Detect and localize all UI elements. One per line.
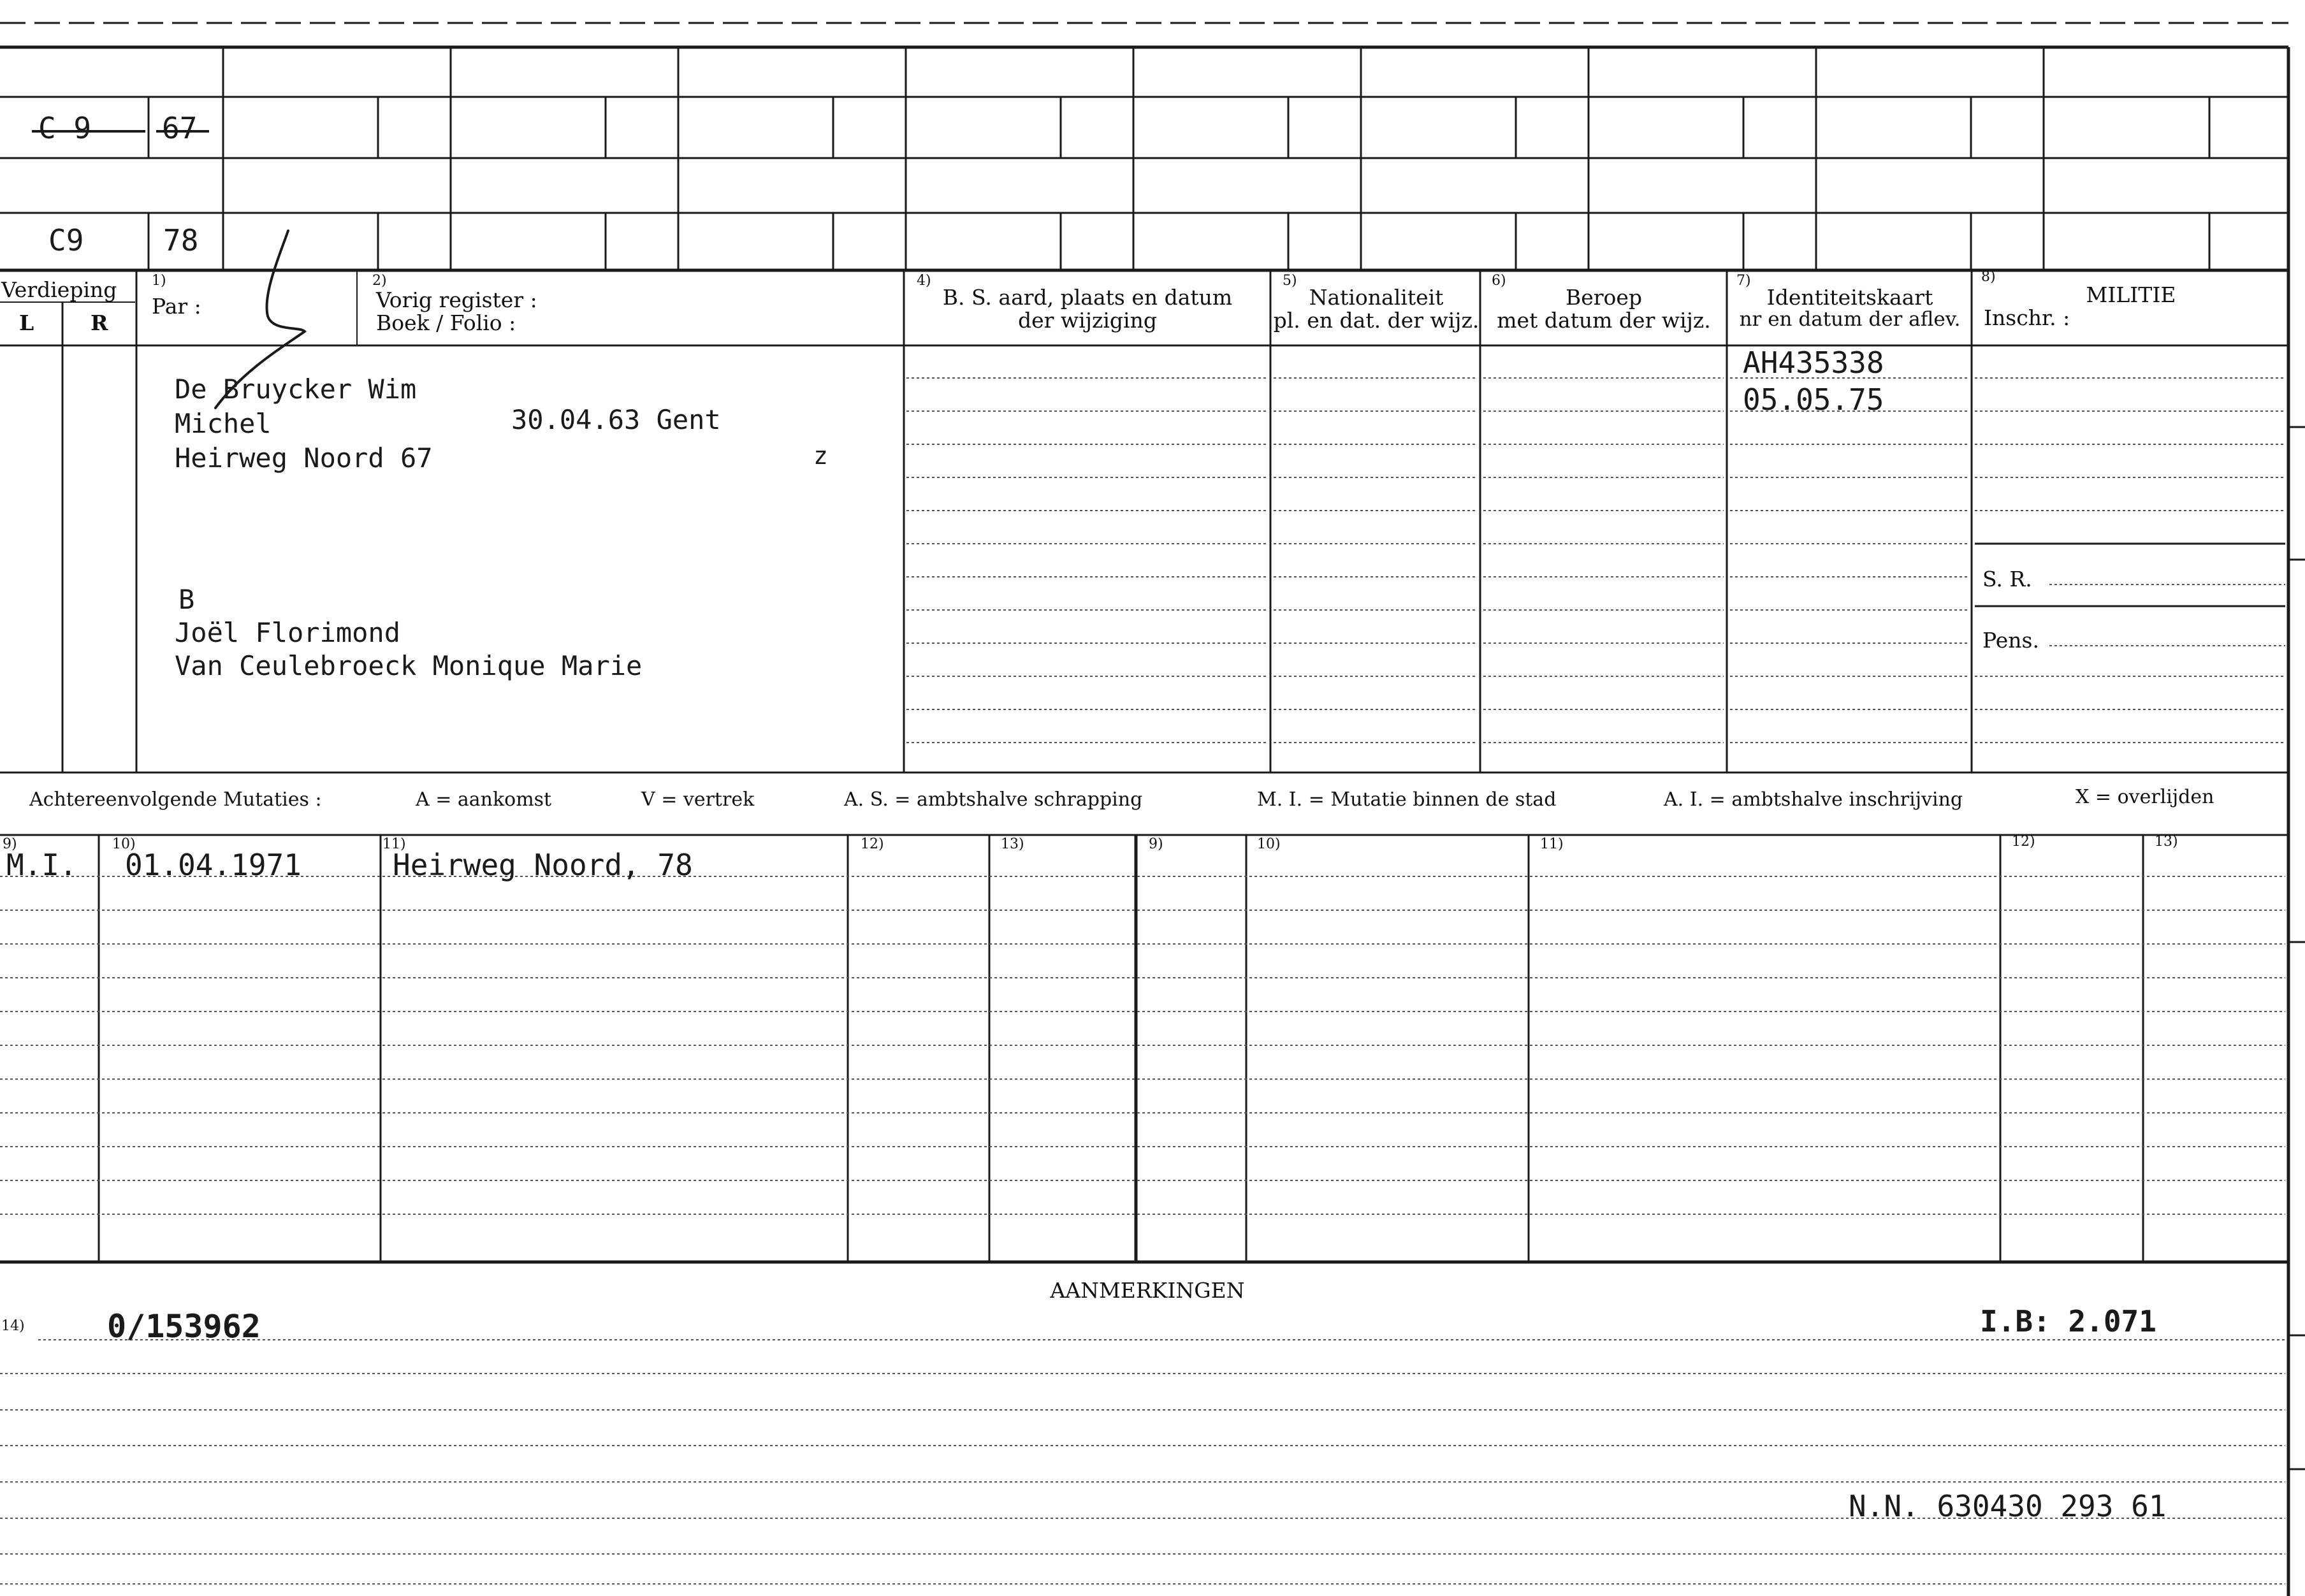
mutation-type: M.I. (6, 848, 77, 882)
parent-initial: B (178, 584, 195, 615)
mut-col-num-10b: 10) (1257, 836, 1281, 852)
col-num-1: 1) (152, 273, 166, 289)
mut-col-num-11: 11) (382, 836, 406, 852)
legend-title: Achtereenvolgende Mutaties : (29, 788, 322, 811)
father-name: Joël Florimond (175, 617, 401, 648)
nationaliteit-header: Nationaliteit (1309, 285, 1444, 310)
bs-header-line1: B. S. aard, plaats en datum (942, 285, 1233, 310)
struck-code: C 9 (38, 111, 92, 145)
verdieping-r-header: R (91, 310, 108, 335)
bs-header-line2: der wijziging (1018, 308, 1157, 333)
mut-col-num-11b: 11) (1540, 836, 1564, 852)
legend-mutatie-binnen-stad: M. I. = Mutatie binnen de stad (1257, 788, 1557, 811)
mut-col-num-13: 13) (1001, 836, 1024, 852)
col-num-4: 4) (917, 273, 931, 289)
col-num-8: 8) (1981, 269, 1996, 285)
mut-col-num-10: 10) (112, 836, 136, 852)
nationaliteit-subheader: pl. en dat. der wijz. (1273, 308, 1480, 333)
par-label: Par : (152, 294, 201, 319)
col-num-6: 6) (1492, 273, 1506, 289)
inschr-label: Inschr. : (1984, 305, 2070, 330)
register-number: 78 (163, 223, 199, 258)
aanmerkingen-header: AANMERKINGEN (1050, 1278, 1245, 1303)
verdieping-header: Verdieping (1, 277, 117, 302)
mut-col-num-12: 12) (861, 836, 884, 852)
verdieping-l-header: L (19, 310, 34, 335)
mut-col-num-12b: 12) (2012, 834, 2035, 850)
person-address: Heirweg Noord 67 (175, 442, 433, 474)
col-num-5: 5) (1283, 273, 1297, 289)
pens-label: Pens. (1982, 628, 2039, 653)
beroep-header: Beroep (1565, 285, 1643, 310)
register-code: C9 (48, 223, 84, 258)
person-birth: 30.04.63 Gent (511, 404, 721, 435)
legend-vertrek: V = vertrek (641, 788, 755, 811)
col-num-7: 7) (1736, 273, 1751, 289)
ib-number: I.B: 2.071 (1980, 1304, 2156, 1338)
boek-folio-label: Boek / Folio : (376, 310, 516, 335)
legend-overlijden: X = overlijden (2076, 786, 2214, 808)
mut-col-num-9: 9) (3, 836, 17, 852)
identiteitskaart-subheader: nr en datum der aflev. (1739, 308, 1961, 331)
id-card-date: 05.05.75 (1743, 382, 1884, 417)
national-number: N.N. 630430 293 61 (1849, 1489, 2167, 1523)
militie-header: MILITIE (2086, 282, 2176, 307)
mut-col-num-9b: 9) (1149, 836, 1163, 852)
person-given-name: Michel (175, 408, 272, 439)
struck-number: 67 (162, 111, 198, 145)
legend-ambtshalve-schrapping: A. S. = ambtshalve schrapping (844, 788, 1143, 811)
remarks-code: 0/153962 (107, 1308, 261, 1345)
identiteitskaart-header: Identiteitskaart (1766, 285, 1933, 310)
mut-col-num-13b: 13) (2155, 834, 2178, 850)
mutation-address: Heirweg Noord, 78 (393, 848, 693, 882)
vorig-register-label: Vorig register : (376, 287, 537, 312)
legend-aankomst: A = aankomst (416, 788, 552, 811)
col-num-2: 2) (372, 273, 387, 289)
mutation-date: 01.04.1971 (125, 848, 302, 882)
beroep-subheader: met datum der wijz. (1497, 308, 1711, 333)
sr-label: S. R. (1982, 567, 2032, 591)
id-card-number: AH435338 (1743, 345, 1884, 380)
person-name: De Bruycker Wim (175, 374, 417, 405)
remarks-col-num: 14) (1, 1318, 25, 1334)
legend-ambtshalve-inschrijving: A. I. = ambtshalve inschrijving (1664, 788, 1963, 811)
mother-name: Van Ceulebroeck Monique Marie (175, 650, 643, 681)
person-mark: z (813, 442, 828, 470)
